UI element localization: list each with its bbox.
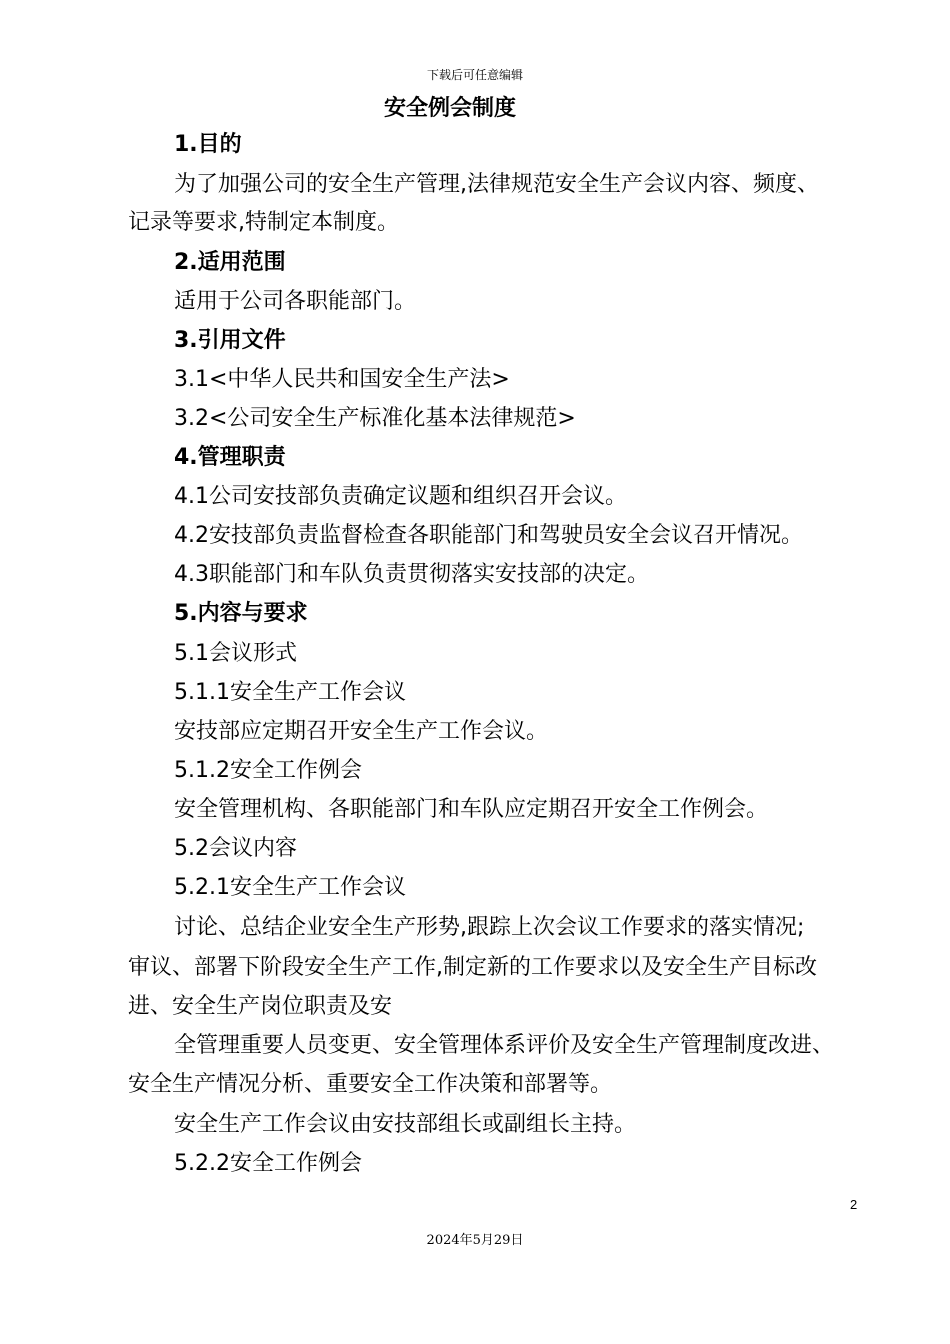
subsection-heading: 5.1.1安全生产工作会议	[174, 680, 406, 705]
reference-item: 3.1<中华人民共和国安全生产法>	[174, 367, 510, 392]
responsibility-item: 4.2安技部负责监督检查各职能部门和驾驶员安全会议召开情况。	[174, 523, 803, 548]
paragraph-line: 记录等要求,特制定本制度。	[128, 210, 399, 235]
paragraph-line: 安技部应定期召开安全生产工作会议。	[174, 719, 549, 744]
section-4-heading: 4.管理职责	[174, 445, 286, 470]
reference-item: 3.2<公司安全生产标准化基本法律规范>	[174, 406, 576, 431]
subsection-heading: 5.1会议形式	[174, 641, 297, 666]
responsibility-item: 4.1公司安技部负责确定议题和组织召开会议。	[174, 484, 627, 509]
subsection-heading: 5.2.1安全生产工作会议	[174, 875, 406, 900]
paragraph-line: 进、安全生产岗位职责及安	[128, 994, 393, 1019]
paragraph-line: 安全生产工作会议由安技部组长或副组长主持。	[174, 1112, 637, 1137]
paragraph-line: 为了加强公司的安全生产管理,法律规范安全生产会议内容、频度、	[174, 172, 819, 197]
section-1-heading: 1.目的	[174, 132, 242, 157]
page-number: 2	[850, 1197, 858, 1212]
paragraph-line: 审议、部署下阶段安全生产工作,制定新的工作要求以及安全生产目标改	[128, 955, 817, 980]
paragraph-line: 适用于公司各职能部门。	[174, 289, 417, 314]
subsection-heading: 5.2会议内容	[174, 836, 297, 861]
subsection-heading: 5.1.2安全工作例会	[174, 758, 362, 783]
header-note: 下载后可任意编辑	[426, 68, 523, 82]
paragraph-line: 全管理重要人员变更、安全管理体系评价及安全生产管理制度改进、	[174, 1033, 835, 1058]
subsection-heading: 5.2.2安全工作例会	[174, 1151, 362, 1176]
paragraph-line: 安全生产情况分析、重要安全工作决策和部署等。	[128, 1072, 613, 1097]
paragraph-line: 讨论、总结企业安全生产形势,跟踪上次会议工作要求的落实情况;	[174, 915, 805, 940]
section-5-heading: 5.内容与要求	[174, 601, 308, 626]
paragraph-line: 安全管理机构、各职能部门和车队应定期召开安全工作例会。	[174, 797, 769, 822]
section-2-heading: 2.适用范围	[174, 250, 286, 275]
section-3-heading: 3.引用文件	[174, 328, 286, 353]
document-title: 安全例会制度	[383, 96, 516, 121]
footer-date: 2024年5月29日	[426, 1233, 524, 1248]
responsibility-item: 4.3职能部门和车队负责贯彻落实安技部的决定。	[174, 562, 649, 587]
